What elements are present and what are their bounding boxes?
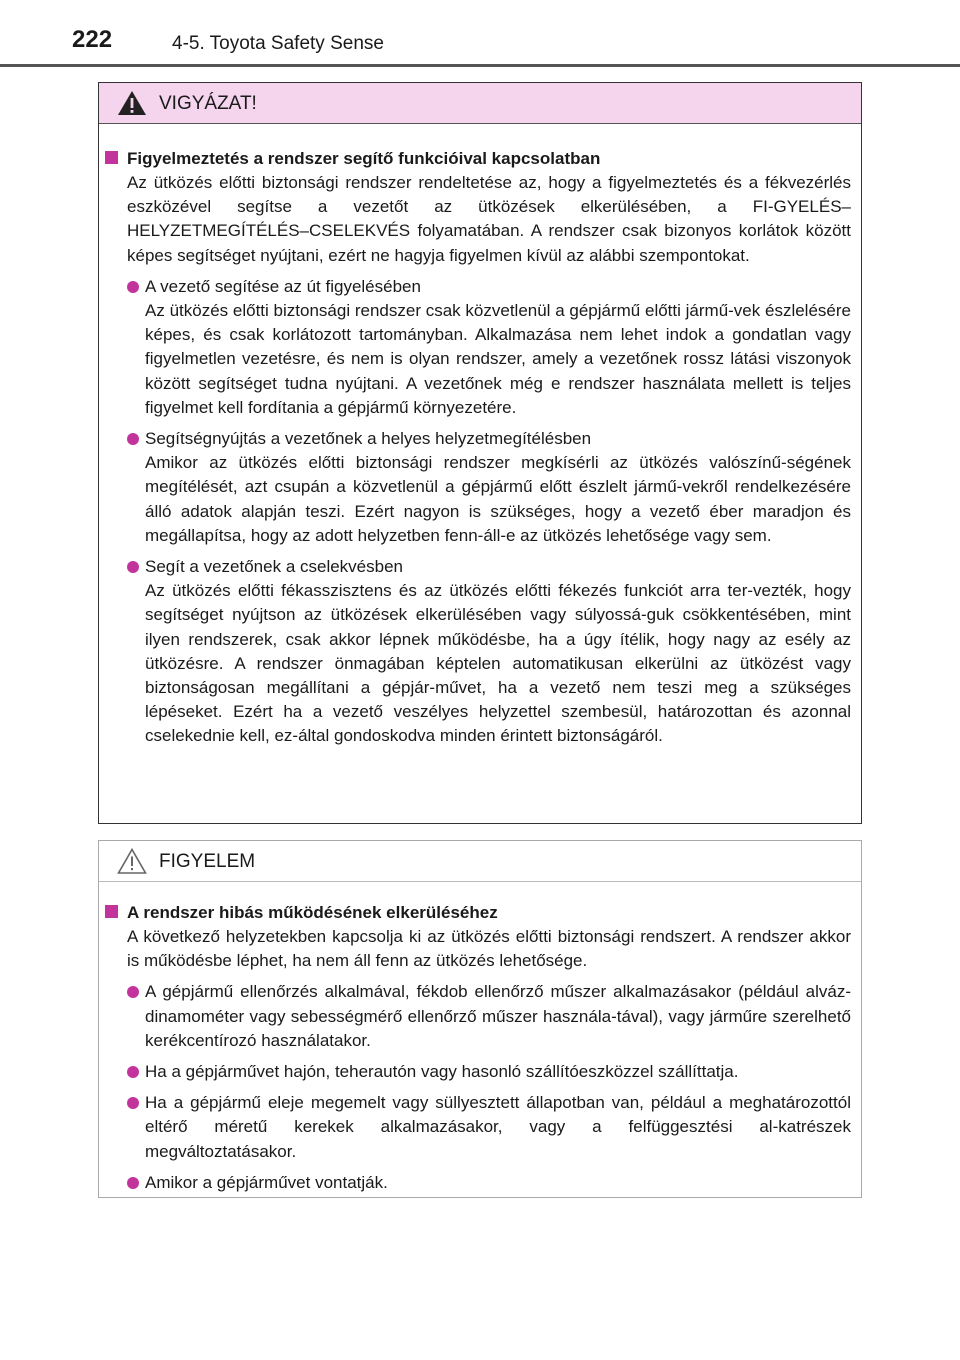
- warning-triangle-icon: [117, 89, 147, 122]
- bullet-icon: [127, 1097, 139, 1109]
- notice-box: [98, 840, 862, 1198]
- bullet-icon: [127, 433, 139, 445]
- notice-body: [99, 882, 861, 1195]
- page-number: 222: [72, 26, 113, 53]
- list-item: [105, 1060, 851, 1084]
- page-header: [0, 0, 960, 66]
- warning-intro: Az ütközés előtti biztonsági rendszer rendeltetése az, hogy a figyelmeztetés és a fékvezérlés eszközével segítse a vezetőt az ütközések elkerülésében, a FI-GYELÉS–HELYZETMEGÍTÉLÉS–CSELEKVÉS folyamatában. A rendszer csak bizonyos korlátok között képes segítséget nyújtani, ezért ne hagyja figyelmen kívül az alábbi szempontokat.: [127, 173, 851, 265]
- list-item-title: Segít a vezetőnek a cselekvésben: [145, 557, 403, 577]
- header-rule: [0, 64, 960, 67]
- warning-subheading-text: Figyelmeztetés a rendszer segítő funkcióival kapcsolatban: [127, 149, 601, 168]
- list-item: [105, 555, 851, 749]
- list-item: [105, 275, 851, 420]
- square-bullet-icon: [105, 151, 118, 164]
- notice-subheading-text: A rendszer hibás működésének elkerüléséhez: [127, 903, 498, 922]
- list-item: [105, 1171, 851, 1195]
- warning-box: [98, 82, 862, 824]
- warning-body: [99, 124, 861, 749]
- list-item-text: Az ütközés előtti fékasszisztens és az ütközés előtti fékezés funkciót arra ter-vezték, hogy segítséget nyújtson az ütközések elkerülésében vagy súlyossá-guk csökkentésében, mint ilyen rendszerek, csak akkor lépnek működésbe, ha a úgy ítélik, hogy nagy az esély az ütközésre. A rendszer önmagában képtelen automatikusan elkerülni az ütközést vagy biztonságosan megállítani a gépjár-művet, ha a vezető nem teszi meg a szükséges lépéseket. Ezért ha a vezető veszélyes helyzettel szembesül, határozottan és azonnal cselekednie kell, ez-által gondoskodva minden érintett biztonságáról.: [145, 581, 851, 746]
- bullet-icon: [127, 281, 139, 293]
- list-item: [105, 1091, 851, 1164]
- warning-header: [99, 83, 861, 124]
- list-item-text: Ha a gépjárművet hajón, teherautón vagy hasonló szállítóeszközzel szállíttatja.: [145, 1062, 739, 1082]
- list-item-text: Amikor a gépjárművet vontatják.: [145, 1172, 388, 1192]
- list-item: [105, 427, 851, 548]
- section-title: 4-5. Toyota Safety Sense: [172, 33, 384, 54]
- notice-header: [99, 841, 861, 882]
- warning-subheading: [105, 146, 851, 171]
- list-item-text: A gépjármű ellenőrzés alkalmával, fékdob ellenőrző műszer alkalmazásakor (például alváz-dinamométer vagy sebességmérő ellenőrző műszer használa-tával), vagy járműre szerelhető kerékcentírozó használatakor.: [145, 982, 851, 1050]
- list-item-title: A vezető segítése az út figyelésében: [145, 276, 421, 296]
- warning-label: VIGYÁZAT!: [159, 93, 257, 114]
- list-item-text: Amikor az ütközés előtti biztonsági rendszer megkísérli az ütközés valószínű-ségének megítélését, azt csupán a közvetlenül a gépjármű előtt észlelt jármű-vekről rendelkezésére álló adatok alapján teszi. Ezért nagyon is szükséges, hogy a vezető éber maradjon és megállapítsa, hogy az adott helyzetben fenn-áll-e az ütközés lehetősége vagy sem.: [145, 453, 851, 545]
- bullet-icon: [127, 1066, 139, 1078]
- square-bullet-icon: [105, 905, 118, 918]
- list-item-text: Ha a gépjármű eleje megemelt vagy süllyesztett állapotban van, például a meghatározottól eltérő méretű kerekek alkalmazásakor, vagy a felfüggesztési al-katrészek megváltoztatásakor.: [145, 1093, 851, 1161]
- notice-intro: A következő helyzetekben kapcsolja ki az ütközés előtti biztonsági rendszert. A rendszer akkor is működésbe léphet, ha nem áll fenn az ütközés lehetősége.: [127, 927, 851, 971]
- list-item: [105, 980, 851, 1053]
- notice-label: FIGYELEM: [159, 851, 256, 872]
- bullet-icon: [127, 561, 139, 573]
- list-item-title: Segítségnyújtás a vezetőnek a helyes helyzetmegítélésben: [145, 429, 592, 449]
- caution-triangle-icon: [117, 847, 147, 880]
- bullet-icon: [127, 1177, 139, 1189]
- notice-subheading: [105, 900, 851, 925]
- bullet-icon: [127, 986, 139, 998]
- list-item-text: Az ütközés előtti biztonsági rendszer csak közvetlenül a gépjármű előtti jármű-vek észlelésére képes, és csak korlátozott tartományban. Alkalmazása nem lehet indok a gondatlan vagy figyelmetlen vezetésre, és nem is olyan rendszer, amely a vezetőnek rossz látási viszonyok között segítséget tudna nyújtani. A vezetőnek még e rendszer használata mellett is teljes figyelmet kell fordítania a gépjármű környezetére.: [145, 301, 851, 417]
